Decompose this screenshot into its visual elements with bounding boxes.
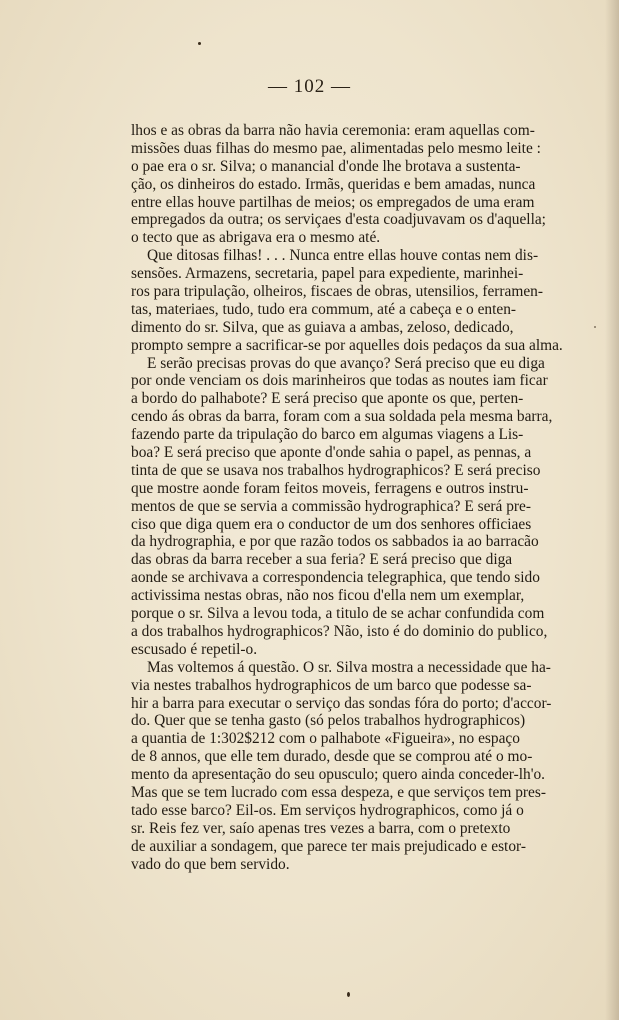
text-line: por onde venciam os dois marinheiros que todas as noutes iam ficar bbox=[131, 372, 548, 390]
text-line: Que ditosas filhas! . . . Nunca entre ellas houve contas nem dis- bbox=[147, 247, 539, 265]
text-line: dimento do sr. Silva, que as guiava a ambas, zeloso, dedicado, bbox=[131, 318, 514, 336]
text-line: hir a barra para executar o serviço das sondas fóra do porto; d'accor- bbox=[131, 694, 552, 712]
text-line: a bordo do palhabote? E será preciso que aponte os que, perten- bbox=[131, 390, 524, 408]
text-line: escusado é repetil-o. bbox=[131, 640, 258, 658]
text-line: a dos trabalhos hydrographicos? Não, isto é do dominio do publico, bbox=[131, 622, 548, 640]
text-line: das obras da barra receber a sua feria? E será preciso que diga bbox=[131, 551, 513, 569]
text-line: Mas que se tem lucrado com essa despeza, e que serviços tem pres- bbox=[131, 783, 546, 801]
text-line: Mas voltemos á questão. O sr. Silva mostra a necessidade que ha- bbox=[147, 658, 551, 676]
text-line: fazendo parte da tripulação do barco em algumas viagens a Lis- bbox=[131, 426, 524, 444]
text-line: tado esse barco? Eil-os. Em serviços hydrographicos, como já o bbox=[131, 801, 524, 819]
text-line: E serão precisas provas do que avanço? Será preciso que eu diga bbox=[147, 354, 545, 372]
text-line: aonde se archivava a correspondencia telegraphica, que tendo sido bbox=[131, 569, 540, 587]
paragraph-1 bbox=[131, 122, 583, 247]
text-line: empregados da outra; os serviçaes d'esta coadjuvavam os d'aquella; bbox=[131, 211, 546, 229]
text-line: prompto sempre a sacrificar-se por aquelles dois pedaços da sua alma. bbox=[131, 336, 563, 354]
text-line: de auxiliar a sondagem, que parece ter mais prejudicado e estor- bbox=[131, 837, 526, 855]
text-line: via nestes trabalhos hydrographicos de um barco que podesse sa- bbox=[131, 676, 532, 694]
text-line: cendo ás obras da barra, foram com a sua soldada pela mesma barra, bbox=[131, 408, 553, 426]
text-line: a quantia de 1:302$212 com o palhabote «Figueira», no espaço bbox=[131, 730, 520, 748]
text-line: mento da apresentação do seu opusculo; quero ainda conceder-lh'o. bbox=[131, 766, 546, 784]
paragraph-3 bbox=[131, 355, 583, 659]
text-line: lhos e as obras da barra não havia ceremonia: eram aquellas com- bbox=[131, 122, 535, 139]
text-line: missões duas filhas do mesmo pae, alimentadas pelo mesmo leite : bbox=[131, 139, 541, 157]
text-line: tinta de que se usava nos trabalhos hydrographicos? E será preciso bbox=[131, 461, 541, 479]
paper-speck bbox=[347, 992, 350, 997]
text-line: ros para tripulação, olheiros, fiscaes de obras, utensilios, ferramen- bbox=[131, 283, 543, 301]
text-line: porque o sr. Silva a levou toda, a titulo de se achar confundida com bbox=[131, 605, 545, 623]
text-line: ção, os dinheiros do estado. Irmãs, queridas e bem amadas, nunca bbox=[131, 175, 536, 193]
text-line: boa? E será preciso que aponte d'onde sahia o papel, as pennas, a bbox=[131, 444, 532, 462]
text-line: vado do que bem servido. bbox=[131, 855, 290, 873]
text-line: activissima nestas obras, não nos ficou d'ella nem um exemplar, bbox=[131, 587, 525, 605]
page-edge-shadow bbox=[605, 0, 619, 1020]
text-line: de 8 annos, que elle tem durado, desde que se comprou até o mo- bbox=[131, 748, 533, 766]
body-text bbox=[131, 122, 583, 873]
text-line: do. Quer que se tenha gasto (só pelos trabalhos hydrographicos) bbox=[131, 712, 526, 730]
text-line: o tecto que as abrigava era o mesmo até. bbox=[131, 229, 381, 247]
text-line: sensões. Armazens, secretaria, papel para expediente, marinhei- bbox=[131, 265, 524, 283]
text-line: mentos de que se servia a commissão hydrographica? E será pre- bbox=[131, 497, 532, 515]
text-line: ciso que diga quem era o conductor de um dos senhores officiaes bbox=[131, 515, 532, 533]
text-line: da hydrographia, e por que razão todos os sabbados ia ao barracão bbox=[131, 533, 539, 551]
page-number-header: — 102 — bbox=[268, 76, 351, 97]
text-line: o pae era o sr. Silva; o manancial d'onde lhe brotava a sustenta- bbox=[131, 157, 521, 175]
paragraph-2 bbox=[131, 247, 583, 354]
text-line: entre ellas houve partilhas de meios; os empregados de uma eram bbox=[131, 193, 535, 211]
paper-speck bbox=[594, 326, 596, 328]
text-line: que mostre aonde foram feitos moveis, ferragens e outros instru- bbox=[131, 479, 529, 497]
text-line: tas, materiaes, tudo, tudo era commum, até a cabeça e o enten- bbox=[131, 300, 517, 318]
text-line: sr. Reis fez ver, saío apenas tres vezes a barra, com o pretexto bbox=[131, 819, 511, 837]
paragraph-4 bbox=[131, 659, 583, 874]
paper-speck bbox=[198, 42, 201, 45]
